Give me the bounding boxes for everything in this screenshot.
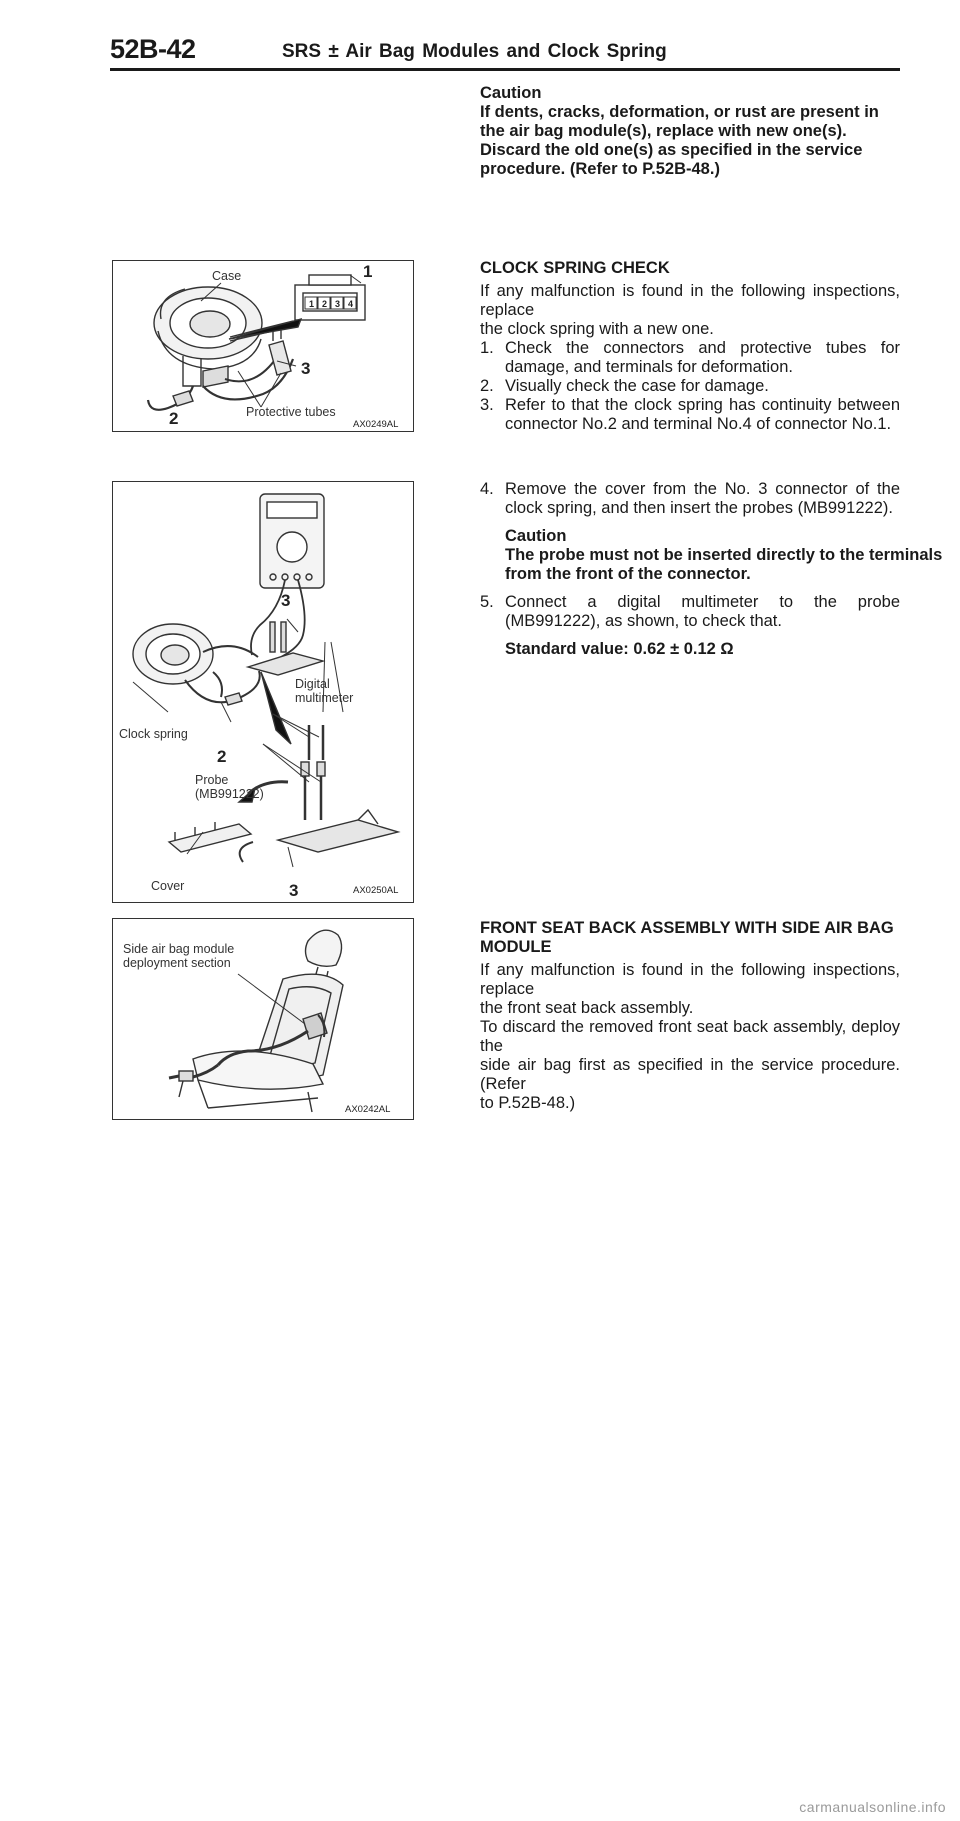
body-line: To discard the removed front seat back assembly, deploy the	[480, 1018, 900, 1055]
watermark: carmanualsonline.info	[799, 1799, 946, 1815]
step-text: Connect a digital multimeter to the probe (MB991222), as shown, to check that.	[505, 593, 900, 630]
front-seat-illustration	[113, 919, 413, 1119]
caution-line: Discard the old one(s) as specified in the service	[480, 141, 863, 159]
clock-spring-check-section	[480, 259, 900, 434]
step-text: Refer to that the clock spring has continuity between connector No.2 and terminal No.4 of connector No.1.	[505, 396, 900, 433]
page-number: 52B-42	[110, 34, 196, 64]
figure-code: AX0249AL	[353, 419, 399, 430]
step-number: 2.	[480, 377, 494, 395]
terminal-number: 2	[322, 299, 328, 309]
label-side-airbag-line2: deployment section	[123, 956, 231, 970]
label-digital: Digital	[295, 677, 330, 691]
callout-3: 3	[301, 359, 311, 378]
body-line: If any malfunction is found in the following inspections, replace	[480, 961, 900, 998]
label-multimeter: multimeter	[295, 691, 354, 705]
label-side-airbag-line1: Side air bag module	[123, 942, 235, 956]
callout-3-top: 3	[281, 591, 291, 610]
clock-spring-illustration	[113, 261, 413, 431]
clock-spring-steps-continued	[480, 480, 943, 659]
caution-block	[480, 84, 900, 179]
section-heading-line: FRONT SEAT BACK ASSEMBLY WITH SIDE AIR BAG	[480, 919, 894, 937]
step-item	[480, 377, 900, 396]
caution-line: the air bag module(s), replace with new one(s).	[480, 122, 847, 140]
label-cover: Cover	[151, 879, 185, 893]
step-text: Check the connectors and protective tubes for damage, and terminals for deformation.	[505, 339, 900, 376]
intro-line: If any malfunction is found in the following inspections, replace	[480, 282, 900, 319]
step-item	[480, 339, 900, 377]
caution-line: The probe must not be inserted directly to the terminals	[505, 546, 943, 564]
terminal-number: 3	[335, 299, 341, 309]
label-probe-part: (MB991222)	[195, 787, 264, 801]
callout-2: 2	[169, 409, 179, 428]
caution-heading: Caution	[480, 84, 542, 102]
step-text: Visually check the case for damage.	[505, 377, 769, 395]
label-probe: Probe	[195, 773, 229, 787]
callout-2: 2	[217, 747, 227, 766]
label-protective-tubes: Protective tubes	[246, 405, 336, 419]
callout-3-bottom: 3	[289, 881, 299, 900]
step-item	[480, 396, 900, 434]
page-header	[110, 30, 900, 70]
step-text: Remove the cover from the No. 3 connector of the clock spring, and then insert the probes (MB991222).	[505, 480, 900, 517]
terminal-number: 1	[309, 299, 315, 309]
figure-code: AX0242AL	[345, 1104, 391, 1115]
body-line: the front seat back assembly.	[480, 999, 694, 1017]
multimeter-illustration	[113, 482, 413, 902]
body-line: side air bag first as specified in the service procedure. (Refer	[480, 1056, 900, 1093]
body-line: to P.52B-48.)	[480, 1094, 576, 1112]
standard-value: Standard value: 0.62 ± 0.12 Ω	[505, 640, 734, 658]
section-heading: CLOCK SPRING CHECK	[480, 259, 670, 277]
page-title: SRS ± Air Bag Modules and Clock Spring	[282, 41, 667, 62]
step-item	[480, 593, 900, 631]
header-rule	[110, 68, 900, 71]
callout-1: 1	[363, 262, 373, 281]
front-seat-section	[480, 919, 900, 1113]
label-case: Case	[212, 269, 242, 283]
figure-multimeter-check	[112, 481, 414, 903]
caution-line: procedure. (Refer to P.52B-48.)	[480, 160, 720, 178]
label-clock-spring: Clock spring	[119, 727, 188, 741]
caution-heading: Caution	[505, 527, 567, 545]
step-number: 1.	[480, 339, 494, 357]
step-item	[480, 480, 900, 518]
figure-code: AX0250AL	[353, 885, 399, 896]
caution-line: If dents, cracks, deformation, or rust are present in	[480, 103, 879, 121]
probe-caution	[480, 527, 943, 584]
step-number: 5.	[480, 593, 494, 611]
caution-line: from the front of the connector.	[505, 565, 751, 583]
intro-line: the clock spring with a new one.	[480, 320, 714, 338]
terminal-number: 4	[348, 299, 354, 309]
figure-front-seat	[112, 918, 414, 1120]
step-number: 3.	[480, 396, 494, 414]
section-heading-line: MODULE	[480, 938, 552, 956]
step-number: 4.	[480, 480, 494, 498]
figure-clock-spring	[112, 260, 414, 432]
